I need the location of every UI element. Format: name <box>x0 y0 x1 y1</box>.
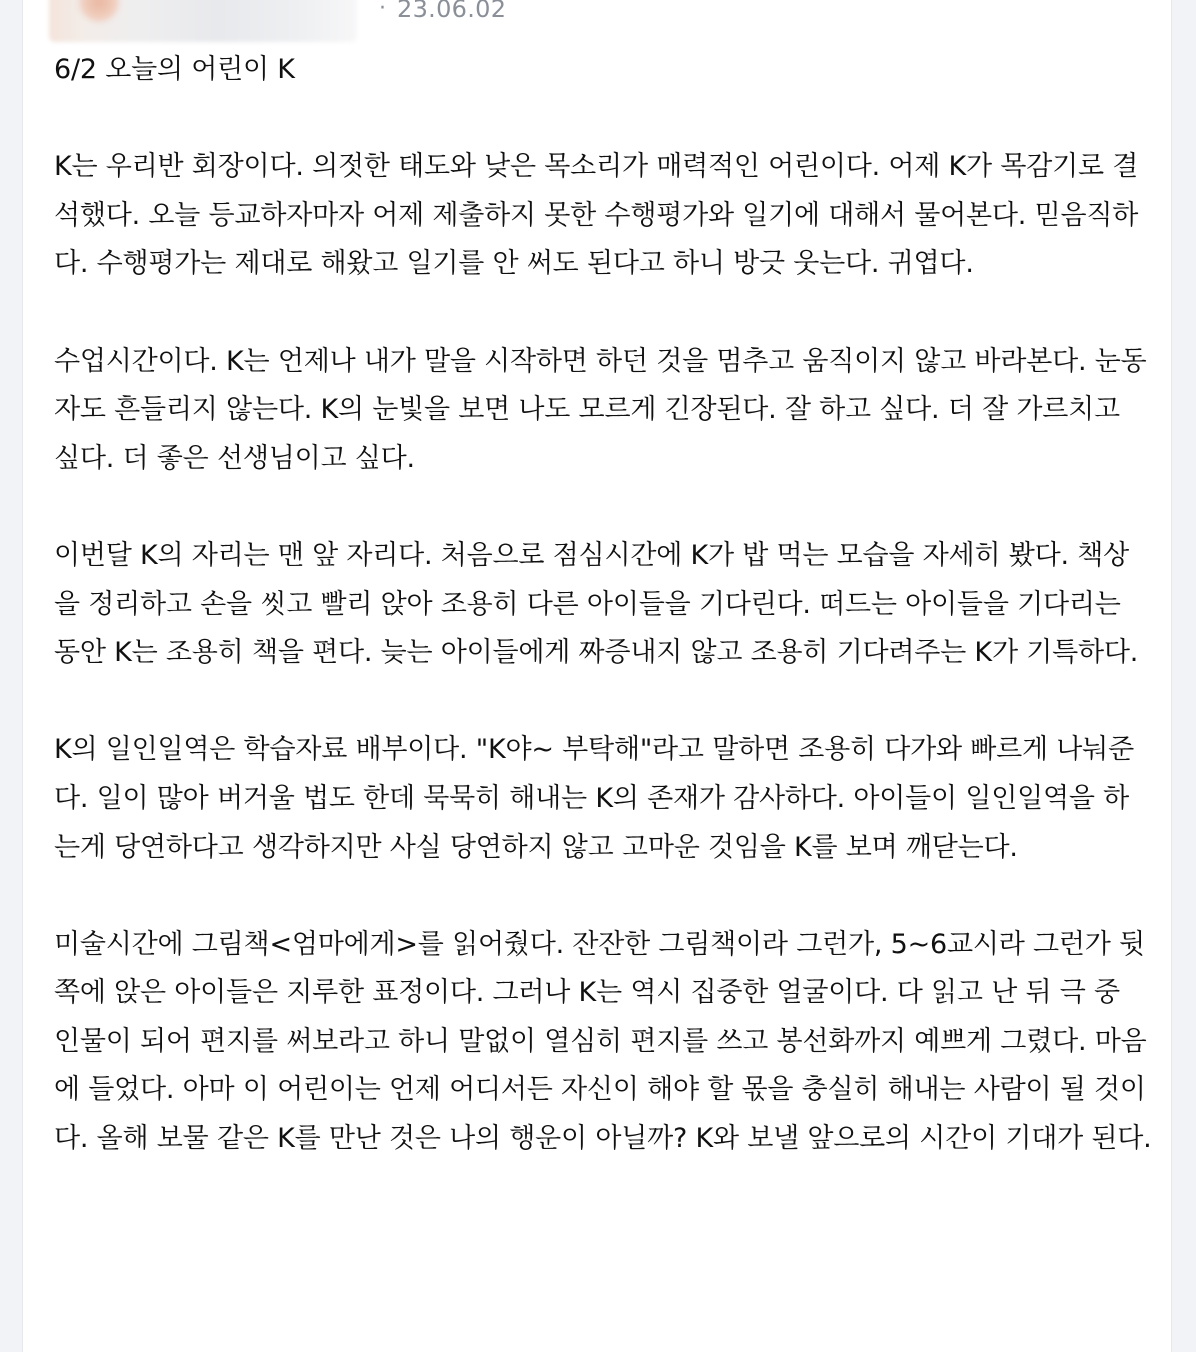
post-title: 6/2 오늘의 어린이 K <box>54 54 295 85</box>
post-body <box>54 46 1154 1164</box>
paragraph: 수업시간이다. K는 언제나 내가 말을 시작하면 하던 것을 멈추고 움직이지 않고 바라본다. 눈동자도 흔들리지 않는다. K의 눈빛을 보면 나도 모르게 긴장된다. 잘 하고 싶다. 더 잘 가르치고 싶다. 더 좋은 선생님이고 싶다. <box>54 345 1147 474</box>
paragraph: K의 일인일역은 학습자료 배부이다. "K야~ 부탁해"라고 말하면 조용히 다가와 빠르게 나눠준다. 일이 많아 버거울 법도 한데 묵묵히 해내는 K의 존재가 감사하다. 아이들이 일인일역을 하는게 당연하다고 생각하지만 사실 당연하지 않고 고마운 것임을 K를 보며 깨닫는다. <box>54 734 1134 863</box>
paragraph: K는 우리반 회장이다. 의젓한 태도와 낮은 목소리가 매력적인 어린이다. 어제 K가 목감기로 결석했다. 오늘 등교하자마자 어제 제출하지 못한 수행평가와 일기에 대해서 물어본다. 믿음직하다. 수행평가는 제대로 해왔고 일기를 안 써도 된다고 하니 방긋 웃는다. 귀엽다. <box>54 151 1139 280</box>
date-separator: · <box>379 0 386 21</box>
post-card <box>22 0 1172 1352</box>
paragraph: 이번달 K의 자리는 맨 앞 자리다. 처음으로 점심시간에 K가 밥 먹는 모습을 자세히 봤다. 책상을 정리하고 손을 씻고 빨리 앉아 조용히 다른 아이들을 기다린다. 떠드는 아이들을 기다리는 동안 K는 조용히 책을 편다. 늦는 아이들에게 짜증내지 않고 조용히 기다려주는 K가 기특하다. <box>54 539 1139 669</box>
paragraph: 미술시간에 그림책<엄마에게>를 읽어줬다. 잔잔한 그림책이라 그런가, 5~6교시라 그런가 뒷쪽에 앉은 아이들은 지루한 표정이다. 그러나 K는 역시 집중한 얼굴이다. 다 읽고 난 뒤 극 중 인물이 되어 편지를 써보라고 하니 말없이 열심히 편지를 쓰고 봉선화까지 예쁘게 그렸다. 마음에 들었다. 아마 이 어린이는 언제 어디서든 자신이 해야 할 몫을 충실히 해내는 사람이 될 것이다. 올해 보물 같은 K를 만난 것은 나의 행운이 아닐까? K와 보낼 앞으로의 시간이 기대가 된다. <box>54 928 1152 1155</box>
post-meta <box>49 0 649 44</box>
post-date: 23.06.02 <box>397 0 507 23</box>
